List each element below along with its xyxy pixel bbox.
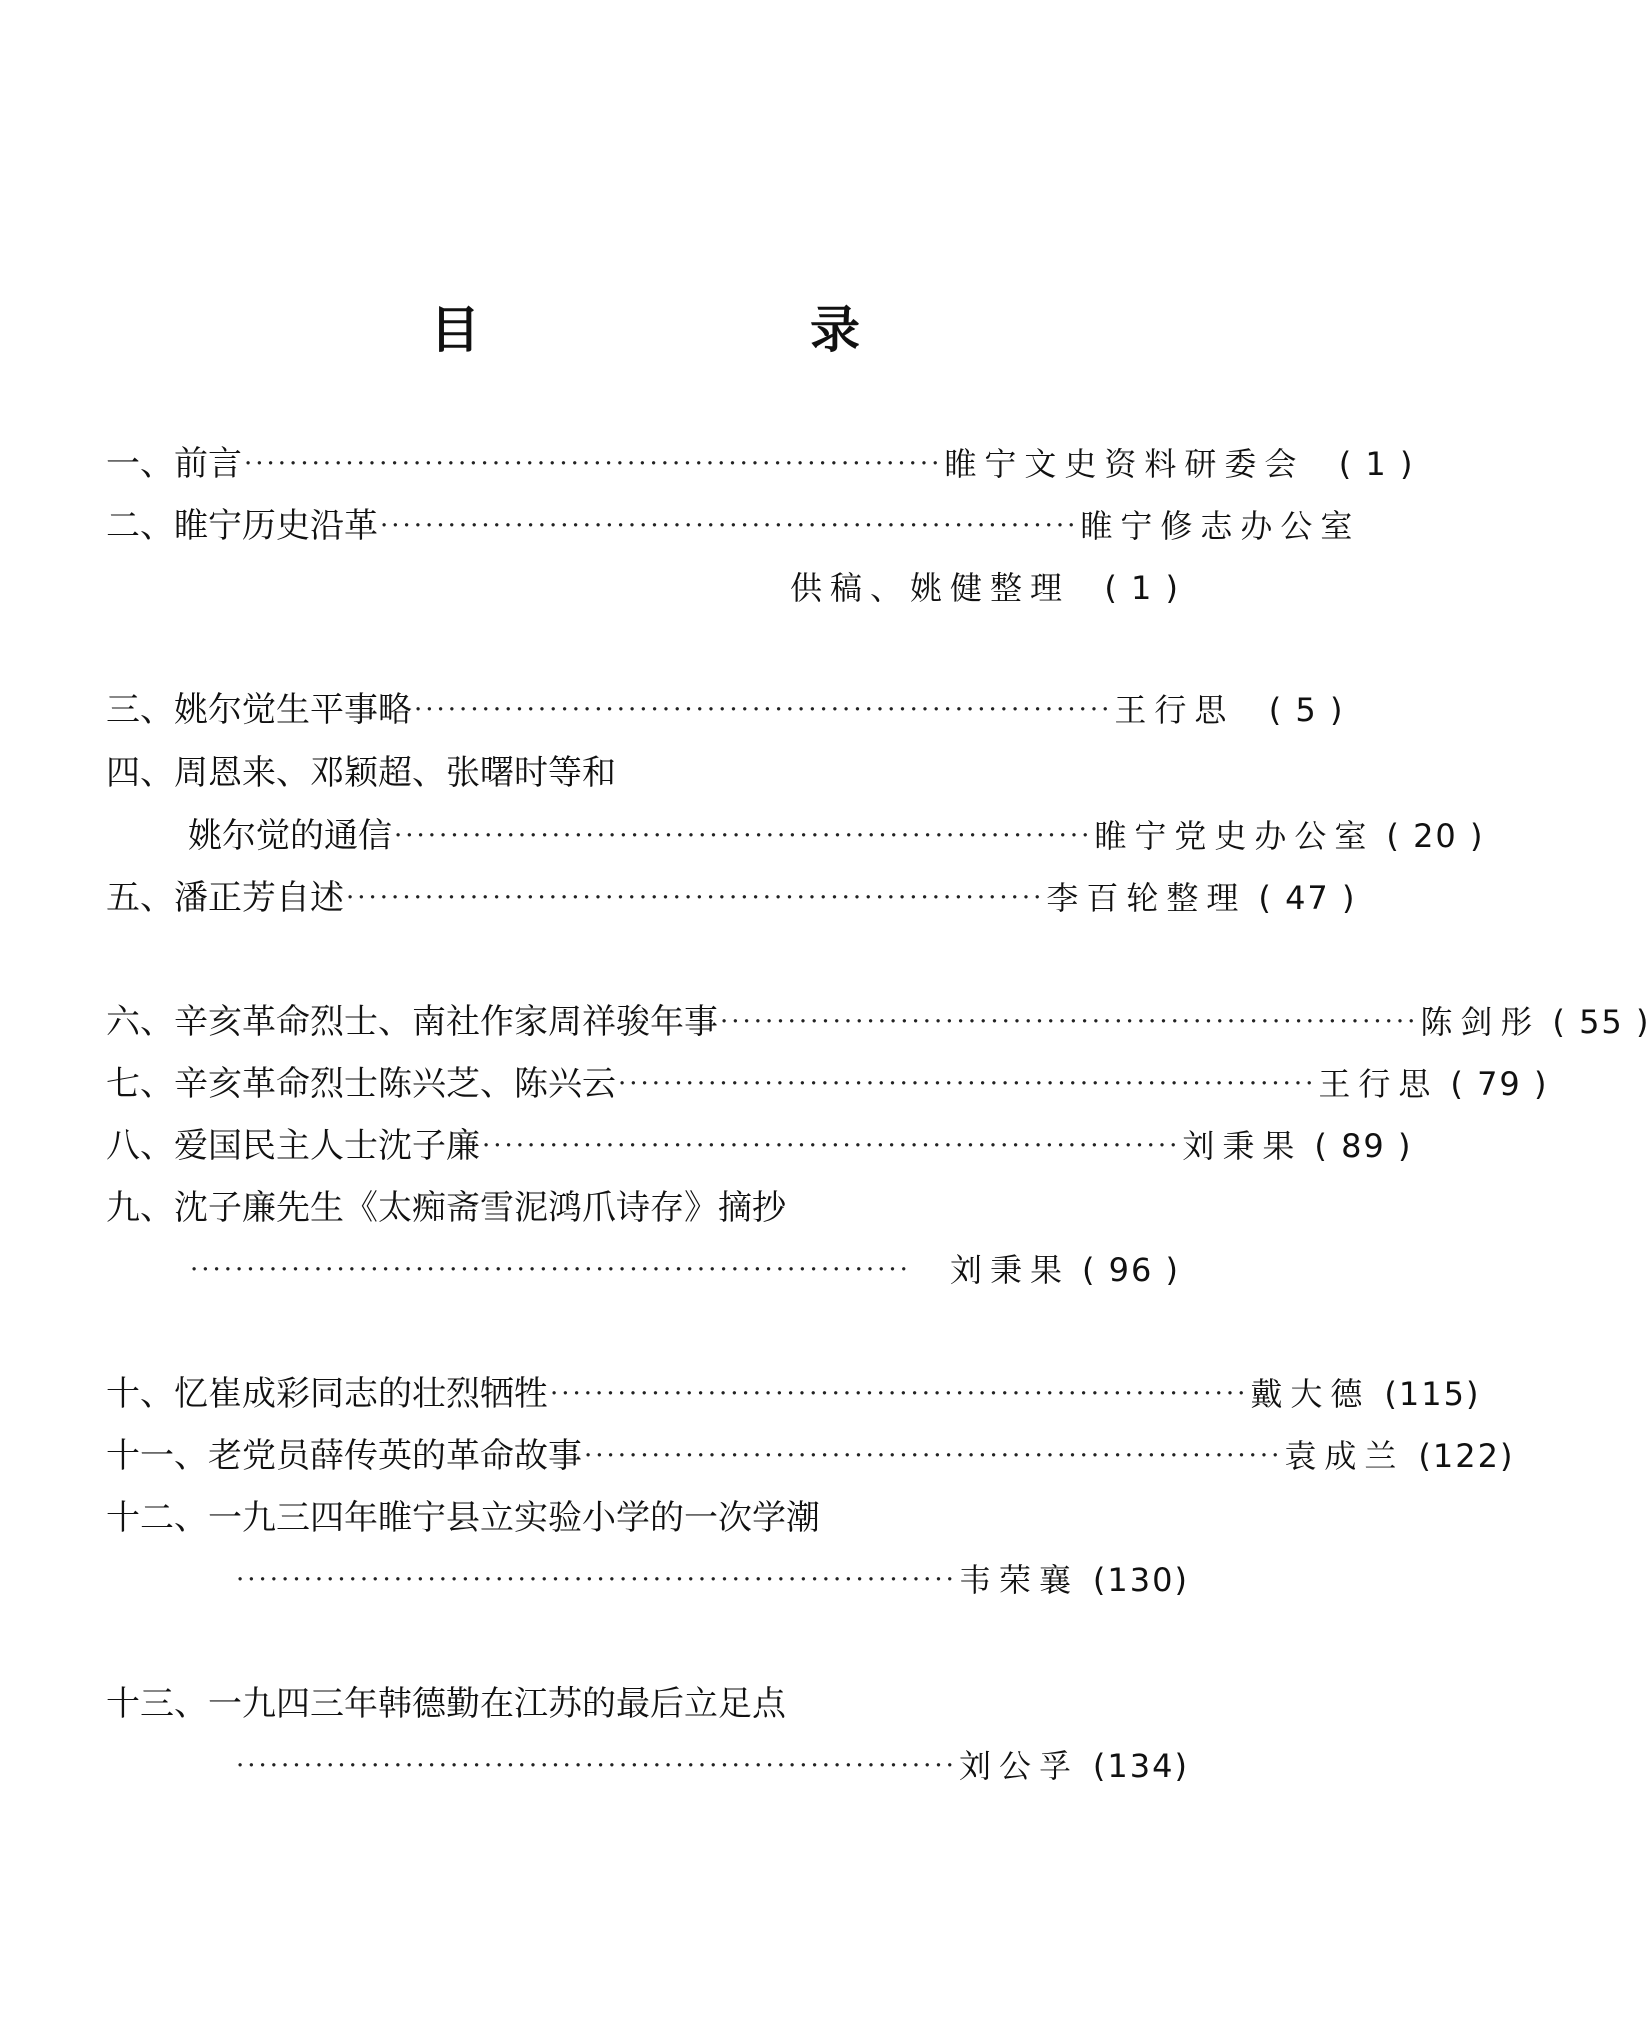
toc-entry-6 bbox=[106, 992, 1650, 1044]
toc-entry-8 bbox=[106, 1116, 1413, 1168]
dot-leader: ······························································ bbox=[394, 821, 1093, 851]
dot-leader: ······························································ bbox=[720, 1007, 1419, 1037]
entry-page: ( 89 ) bbox=[1314, 1127, 1413, 1165]
toc-entry-11 bbox=[106, 1426, 1515, 1478]
entry-title: 九、沈子廉先生《太痴斋雪泥鸿爪诗存》摘抄 bbox=[106, 1188, 786, 1228]
dot-leader: ································································ bbox=[236, 1565, 957, 1595]
entry-author: 王行思 bbox=[1318, 1065, 1439, 1103]
entry-author: 韦荣襄 bbox=[958, 1561, 1079, 1599]
toc-entry-9-cont bbox=[188, 1240, 1180, 1292]
entry-author: 袁成兰 bbox=[1284, 1437, 1405, 1475]
entry-page: (130) bbox=[1092, 1561, 1189, 1599]
toc-entry-3 bbox=[106, 680, 1345, 732]
entry-title: 七、辛亥革命烈士陈兴芝、陈兴云 bbox=[106, 1064, 616, 1104]
entry-page: ( 1 ) bbox=[1338, 445, 1415, 483]
entry-author: 睢宁文史资料研委会 bbox=[944, 445, 1305, 483]
entry-author: 睢宁修志办公室 bbox=[1080, 507, 1361, 545]
entry-title: 一、前言 bbox=[106, 444, 242, 484]
dot-leader: ······························································ bbox=[346, 883, 1045, 913]
entry-page: ( 5 ) bbox=[1268, 691, 1345, 729]
entry-author: 戴大德 bbox=[1250, 1375, 1371, 1413]
entry-title: 六、辛亥革命烈士、南社作家周祥骏年事 bbox=[106, 1002, 718, 1042]
dot-leader: ······························································ bbox=[414, 695, 1113, 725]
entry-author: 陈剑彤 bbox=[1420, 1003, 1541, 1041]
toc-entry-7 bbox=[106, 1054, 1549, 1106]
toc-entry-13-cont bbox=[234, 1736, 1189, 1788]
entry-page: ( 47 ) bbox=[1258, 879, 1357, 917]
toc-entry-2-cont bbox=[106, 558, 1180, 610]
dot-leader: ······························································ bbox=[244, 449, 943, 479]
dot-leader: ································································ bbox=[190, 1255, 911, 1285]
entry-page: ( 20 ) bbox=[1386, 817, 1485, 855]
dot-leader: ······························································ bbox=[584, 1441, 1283, 1471]
dot-leader: ································································ bbox=[236, 1751, 957, 1781]
entry-author: 刘公孚 bbox=[958, 1747, 1079, 1785]
toc-entry-1 bbox=[106, 434, 1415, 486]
entry-page: ( 96 ) bbox=[1081, 1251, 1180, 1289]
entry-title: 十一、老党员薛传英的革命故事 bbox=[106, 1436, 582, 1476]
entry-page: ( 79 ) bbox=[1450, 1065, 1549, 1103]
entry-title: 八、爱国民主人士沈子廉 bbox=[106, 1126, 480, 1166]
entry-title: 十、忆崔成彩同志的壮烈牺牲 bbox=[106, 1374, 548, 1414]
toc-entry-4 bbox=[106, 743, 1180, 795]
entry-page: (122) bbox=[1418, 1437, 1515, 1475]
entry-title: 四、周恩来、邓颖超、张曙时等和 bbox=[106, 753, 616, 793]
entry-author: 刘秉果 bbox=[1182, 1127, 1303, 1165]
entry-author: 刘秉果 bbox=[949, 1251, 1070, 1289]
page-title: 目 录 bbox=[430, 301, 1000, 359]
entry-title: 十二、一九三四年睢宁县立实验小学的一次学潮 bbox=[106, 1498, 820, 1538]
entry-title: 十三、一九四三年韩德勤在江苏的最后立足点 bbox=[106, 1684, 786, 1724]
toc-entry-10 bbox=[106, 1364, 1481, 1416]
dot-leader: ······························································ bbox=[482, 1131, 1181, 1161]
toc-entry-5 bbox=[106, 868, 1357, 920]
toc-entry-9 bbox=[106, 1178, 1180, 1230]
toc-entry-12 bbox=[106, 1488, 1180, 1540]
entry-title: 三、姚尔觉生平事略 bbox=[106, 690, 412, 730]
entry-page: (115) bbox=[1384, 1375, 1481, 1413]
toc-entry-2 bbox=[106, 496, 1361, 548]
dot-leader: ······························································ bbox=[618, 1069, 1317, 1099]
toc-entry-12-cont bbox=[234, 1550, 1189, 1602]
entry-title: 二、睢宁历史沿革 bbox=[106, 506, 378, 546]
entry-title-cont: 姚尔觉的通信 bbox=[188, 816, 392, 856]
dot-leader: ······························································ bbox=[550, 1379, 1249, 1409]
entry-author: 李百轮整理 bbox=[1046, 879, 1247, 917]
toc-entry-13 bbox=[106, 1674, 1180, 1726]
entry-author: 王行思 bbox=[1114, 691, 1235, 729]
entry-author: 睢宁党史办公室 bbox=[1094, 817, 1375, 855]
entry-author-cont: 供稿、姚健整理 bbox=[789, 569, 1070, 607]
entry-page: ( 55 ) bbox=[1552, 1003, 1650, 1041]
entry-page: ( 1 ) bbox=[1104, 569, 1180, 607]
entry-page: (134) bbox=[1092, 1747, 1189, 1785]
entry-title: 五、潘正芳自述 bbox=[106, 878, 344, 918]
toc-entry-4-cont bbox=[188, 806, 1485, 858]
dot-leader: ······························································ bbox=[380, 511, 1079, 541]
